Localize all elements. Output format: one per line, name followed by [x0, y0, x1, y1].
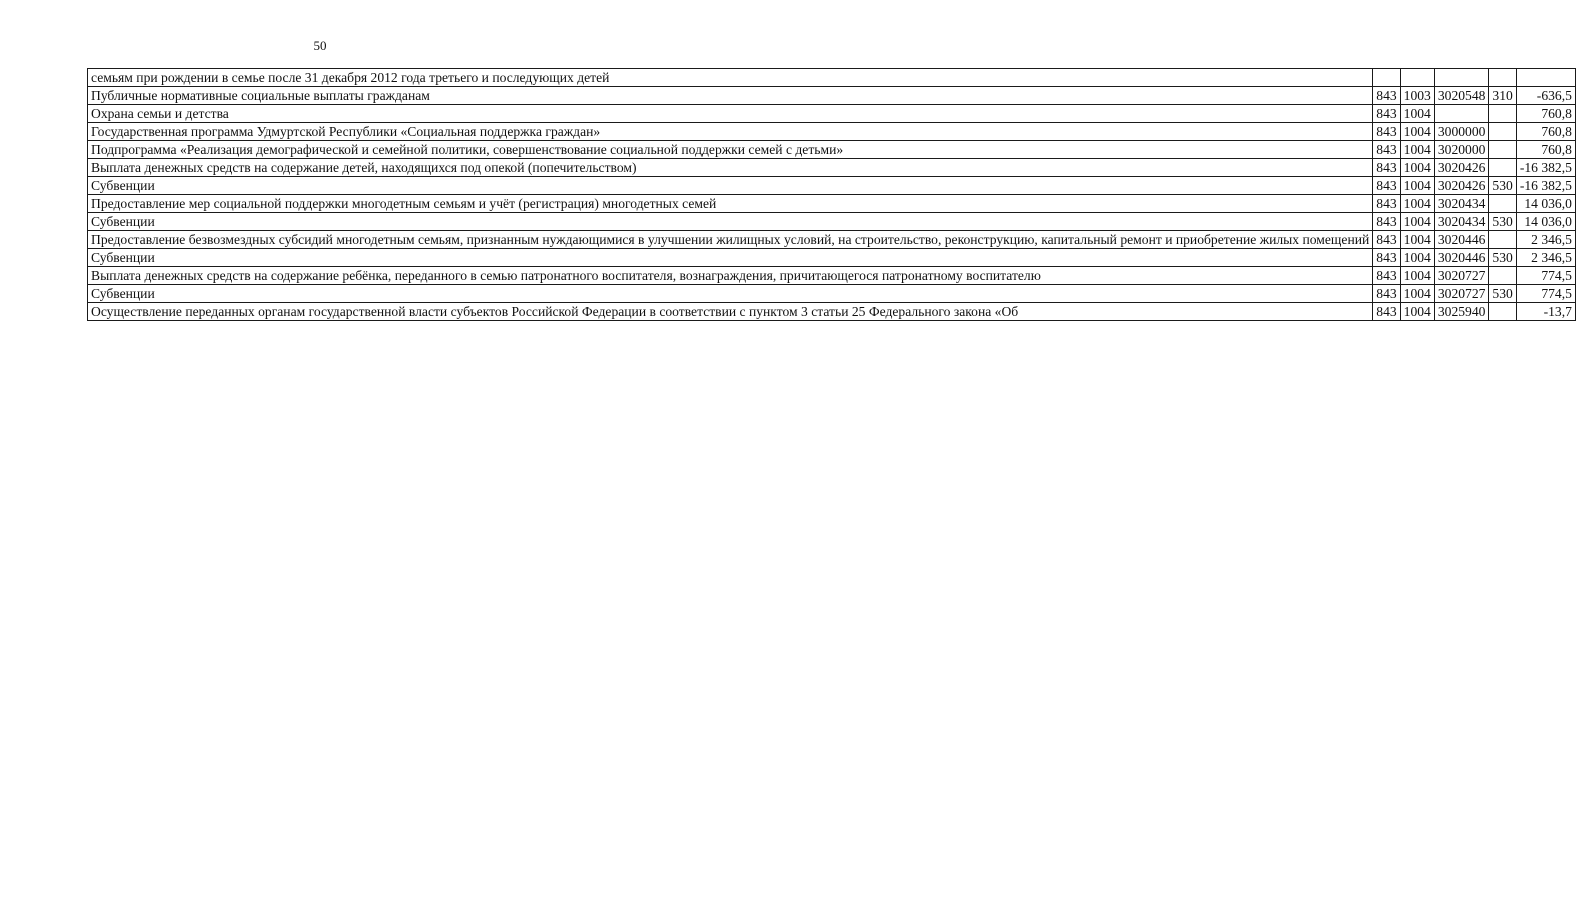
table-row: [88, 285, 1576, 303]
row-name-cell: Охрана семьи и детства: [88, 105, 1373, 123]
table-row: [88, 249, 1576, 267]
page-number: 50: [313, 38, 327, 53]
section-code-cell: 1004: [1400, 105, 1434, 123]
table-row: [88, 159, 1576, 177]
ministry-code-cell: 843: [1373, 249, 1400, 267]
ministry-code-cell: 843: [1373, 285, 1400, 303]
row-name-cell: Субвенции: [88, 177, 1373, 195]
target-article-cell: 3000000: [1434, 123, 1489, 141]
amount-cell: 760,8: [1516, 141, 1575, 159]
table-row: [88, 303, 1576, 321]
section-code-cell: 1004: [1400, 123, 1434, 141]
row-name-cell: Выплата денежных средств на содержание ребёнка, переданного в семью патронатного воспитателя, вознаграждения, причитающегося патронатному воспитателю: [88, 267, 1373, 285]
target-article-cell: 3020548: [1434, 87, 1489, 105]
expense-type-cell: [1489, 231, 1516, 249]
row-name-cell: Государственная программа Удмуртской Республики «Социальная поддержка граждан»: [88, 123, 1373, 141]
target-article-cell: 3020000: [1434, 141, 1489, 159]
expense-type-cell: [1489, 159, 1516, 177]
section-code-cell: 1004: [1400, 249, 1434, 267]
section-code-cell: 1004: [1400, 177, 1434, 195]
amount-cell: 760,8: [1516, 105, 1575, 123]
table-row: [88, 195, 1576, 213]
amount-cell: -16 382,5: [1516, 159, 1575, 177]
ministry-code-cell: 843: [1373, 105, 1400, 123]
section-code-cell: [1400, 69, 1434, 87]
target-article-cell: 3020727: [1434, 267, 1489, 285]
row-name-cell: Осуществление переданных органам государственной власти субъектов Российской Федерации в соответствии с пунктом 3 статьи 25 Федерального закона «Об: [88, 303, 1373, 321]
section-code-cell: 1004: [1400, 231, 1434, 249]
ministry-code-cell: 843: [1373, 177, 1400, 195]
amount-cell: -636,5: [1516, 87, 1575, 105]
row-name-cell: Субвенции: [88, 249, 1373, 267]
expense-type-cell: [1489, 267, 1516, 285]
expense-type-cell: [1489, 69, 1516, 87]
ministry-code-cell: [1373, 69, 1400, 87]
table-row: [88, 87, 1576, 105]
target-article-cell: 3020446: [1434, 249, 1489, 267]
amount-cell: 2 346,5: [1516, 249, 1575, 267]
section-code-cell: 1004: [1400, 213, 1434, 231]
target-article-cell: 3020727: [1434, 285, 1489, 303]
target-article-cell: [1434, 105, 1489, 123]
ministry-code-cell: 843: [1373, 141, 1400, 159]
target-article-cell: 3025940: [1434, 303, 1489, 321]
ministry-code-cell: 843: [1373, 231, 1400, 249]
table-row: [88, 105, 1576, 123]
expense-type-cell: [1489, 195, 1516, 213]
target-article-cell: 3020434: [1434, 213, 1489, 231]
ministry-code-cell: 843: [1373, 123, 1400, 141]
amount-cell: 774,5: [1516, 267, 1575, 285]
ministry-code-cell: 843: [1373, 87, 1400, 105]
row-name-cell: Публичные нормативные социальные выплаты гражданам: [88, 87, 1373, 105]
row-name-cell: Подпрограмма «Реализация демографической и семейной политики, совершенствование социальной поддержки семей с детьми»: [88, 141, 1373, 159]
budget-table-body: [88, 69, 1576, 321]
target-article-cell: 3020426: [1434, 177, 1489, 195]
expense-type-cell: 310: [1489, 87, 1516, 105]
section-code-cell: 1004: [1400, 195, 1434, 213]
table-row: [88, 231, 1576, 249]
row-name-cell: Субвенции: [88, 213, 1373, 231]
amount-cell: -16 382,5: [1516, 177, 1575, 195]
section-code-cell: 1004: [1400, 285, 1434, 303]
expense-type-cell: 530: [1489, 249, 1516, 267]
section-code-cell: 1004: [1400, 159, 1434, 177]
table-row: [88, 213, 1576, 231]
expense-type-cell: [1489, 303, 1516, 321]
amount-cell: 760,8: [1516, 123, 1575, 141]
row-name-cell: Предоставление безвозмездных субсидий многодетным семьям, признанным нуждающимися в улучшении жилищных условий, на строительство, реконструкцию, капитальный ремонт и приобретение жилых помещений: [88, 231, 1373, 249]
row-name-cell: Предоставление мер социальной поддержки многодетным семьям и учёт (регистрация) многодетных семей: [88, 195, 1373, 213]
row-name-cell: Выплата денежных средств на содержание детей, находящихся под опекой (попечительством): [88, 159, 1373, 177]
ministry-code-cell: 843: [1373, 303, 1400, 321]
ministry-code-cell: 843: [1373, 267, 1400, 285]
row-name-cell: Субвенции: [88, 285, 1373, 303]
amount-cell: 774,5: [1516, 285, 1575, 303]
amount-cell: 14 036,0: [1516, 213, 1575, 231]
target-article-cell: [1434, 69, 1489, 87]
budget-table: [87, 68, 1576, 321]
amount-cell: -13,7: [1516, 303, 1575, 321]
target-article-cell: 3020446: [1434, 231, 1489, 249]
expense-type-cell: [1489, 141, 1516, 159]
amount-cell: 14 036,0: [1516, 195, 1575, 213]
expense-type-cell: 530: [1489, 213, 1516, 231]
table-row: [88, 123, 1576, 141]
expense-type-cell: [1489, 123, 1516, 141]
section-code-cell: 1004: [1400, 303, 1434, 321]
expense-type-cell: 530: [1489, 177, 1516, 195]
table-row: [88, 177, 1576, 195]
ministry-code-cell: 843: [1373, 213, 1400, 231]
table-row: [88, 141, 1576, 159]
target-article-cell: 3020426: [1434, 159, 1489, 177]
row-name-cell: семьям при рождении в семье после 31 декабря 2012 года третьего и последующих детей: [88, 69, 1373, 87]
ministry-code-cell: 843: [1373, 195, 1400, 213]
target-article-cell: 3020434: [1434, 195, 1489, 213]
ministry-code-cell: 843: [1373, 159, 1400, 177]
table-row: [88, 69, 1576, 87]
section-code-cell: 1004: [1400, 267, 1434, 285]
amount-cell: 2 346,5: [1516, 231, 1575, 249]
amount-cell: [1516, 69, 1575, 87]
table-row: [88, 267, 1576, 285]
section-code-cell: 1003: [1400, 87, 1434, 105]
section-code-cell: 1004: [1400, 141, 1434, 159]
expense-type-cell: [1489, 105, 1516, 123]
expense-type-cell: 530: [1489, 285, 1516, 303]
